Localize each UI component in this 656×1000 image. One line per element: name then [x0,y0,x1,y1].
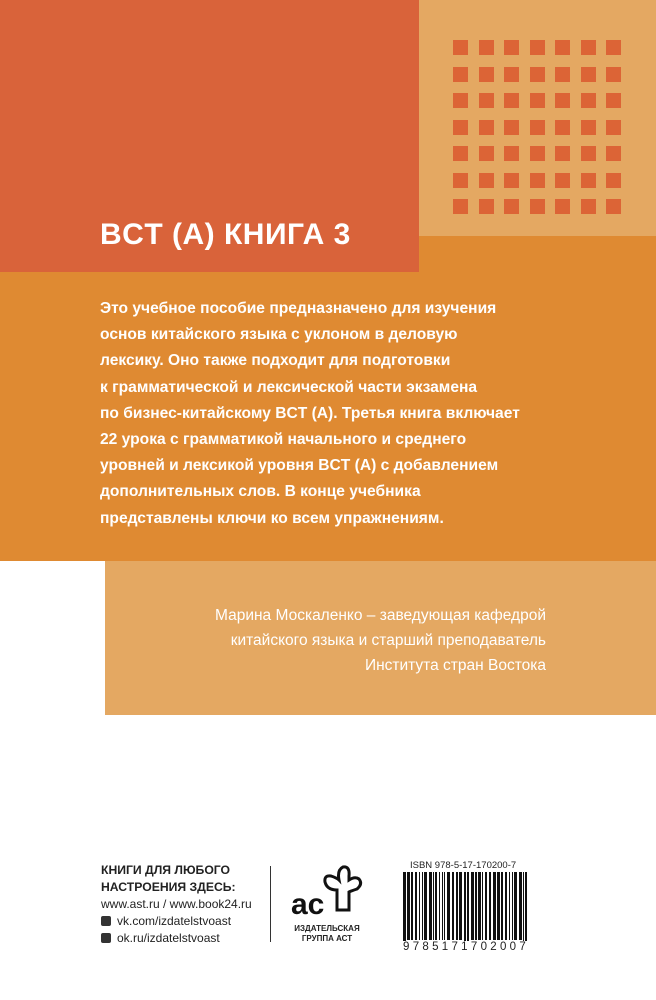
barcode-bar [415,872,417,940]
vk-link[interactable]: vk.com/izdatelstvoast [117,914,232,928]
barcode-bar [424,872,427,940]
pattern-square [606,199,621,214]
barcode-bar [501,872,503,940]
pattern-square [504,93,519,108]
barcode-bar [519,872,522,940]
description-line: по бизнес-китайскому BCT (A). Третья книга включает [100,404,520,422]
ok-icon [101,933,111,943]
pattern-square [555,120,570,135]
author-line: Института стран Востока [364,657,546,674]
author-bio [215,603,546,678]
description-line: представлены ключи ко всем упражнениям. [100,509,444,527]
barcode-bar [514,872,517,940]
pattern-square [453,120,468,135]
publisher-caption: ИЗДАТЕЛЬСКАЯ [294,924,360,933]
pattern-square [479,173,494,188]
barcode-bar [464,872,466,948]
description-line: 22 урока с грамматикой начального и среднего [100,431,467,449]
vk-icon [101,916,111,926]
barcode-bar [475,872,477,940]
author-line: китайского языка и старший преподаватель [230,632,546,649]
pattern-square [479,67,494,82]
publisher-caption: ГРУППА АСТ [301,934,353,943]
pattern-square [453,67,468,82]
barcode-digits: 9785171702007 [403,941,530,953]
links-heading: КНИГИ ДЛЯ ЛЮБОГО [101,863,231,877]
pattern-square [530,120,545,135]
barcode-bar [407,872,410,940]
barcode-bar [411,872,413,940]
pattern-square [581,146,596,161]
pattern-square [581,173,596,188]
pattern-square [581,199,596,214]
pattern-square [453,173,468,188]
barcode-bar [478,872,481,940]
pattern-square [606,93,621,108]
pattern-square [504,120,519,135]
pattern-square [453,199,468,214]
pattern-square [530,146,545,161]
pattern-square [530,40,545,55]
ok-link[interactable]: ok.ru/izdatelstvoast [117,931,220,945]
barcode-bar [444,872,445,940]
barcode-bar [471,872,474,940]
pattern-square [555,146,570,161]
pattern-square [479,146,494,161]
pattern-square [555,67,570,82]
barcode-bar [509,872,510,940]
pattern-square [606,173,621,188]
pattern-square [530,199,545,214]
barcode-bar [505,872,507,940]
barcode-bar [435,872,437,940]
pattern-square [555,199,570,214]
barcode-bar [403,872,406,948]
pattern-square [504,173,519,188]
pattern-square [504,40,519,55]
description-line: основ китайского языка с уклоном в деловую [100,326,458,344]
description-line: уровней и лексикой уровня BCT (A) с добавлением [100,457,499,475]
barcode-bar [452,872,454,940]
barcode-bar [497,872,500,940]
barcode [401,872,531,950]
divider [270,866,271,942]
pattern-square [504,67,519,82]
pattern-square [530,67,545,82]
barcode-bar [493,872,496,940]
publisher-logo [287,862,367,952]
pattern-square [504,199,519,214]
barcode-bar [525,872,527,948]
pattern-square [530,173,545,188]
barcode-bar [439,872,440,940]
pattern-square [606,40,621,55]
description-line: дополнительных слов. В конце учебника [100,483,421,501]
publisher-links [101,862,252,947]
ok-link-row[interactable] [101,930,252,947]
pattern-square [479,93,494,108]
pattern-square [453,40,468,55]
pattern-square [530,93,545,108]
websites-link[interactable]: www.ast.ru / www.book24.ru [101,897,252,911]
barcode-bar [433,872,434,940]
pattern-square [606,120,621,135]
pattern-square [555,40,570,55]
pattern-square [479,40,494,55]
barcode-bar [459,872,462,940]
barcode-bar [523,872,524,948]
barcode-bar [429,872,432,940]
pattern-square [581,67,596,82]
description-line: к грамматической и лексической части экзамена [100,378,478,396]
barcode-bar [482,872,483,940]
pattern-square [581,93,596,108]
barcode-bar [447,872,450,940]
pattern-square [581,40,596,55]
barcode-bar [467,872,469,948]
book-title: BCT (A) КНИГА 3 [100,218,351,251]
pattern-square [453,93,468,108]
svg-text:ac: ac [291,888,325,921]
description-line: лексику. Оно также подходит для подготовки [100,352,451,370]
pattern-square [555,173,570,188]
barcode-bar [485,872,487,940]
barcode-bar [456,872,458,940]
vk-link-row[interactable] [101,913,252,930]
barcode-bar [442,872,443,940]
barcode-bar [489,872,491,940]
pattern-square [581,120,596,135]
square-dot-pattern [453,40,621,214]
description-line: Это учебное пособие предназначено для изучения [100,300,497,317]
pattern-square [606,146,621,161]
author-line: Марина Москаленко – заведующая кафедрой [215,607,546,624]
pattern-square [504,146,519,161]
links-heading: НАСТРОЕНИЯ ЗДЕСЬ: [101,880,236,894]
barcode-bar [512,872,513,940]
isbn: ISBN 978-5-17-170200-7 [410,860,517,871]
barcode-bar [419,872,420,940]
pattern-square [479,120,494,135]
ast-logo-icon [287,862,367,924]
pattern-square [479,199,494,214]
barcode-bar [422,872,423,940]
pattern-square [453,146,468,161]
pattern-square [555,93,570,108]
pattern-square [606,67,621,82]
book-description [100,296,520,532]
